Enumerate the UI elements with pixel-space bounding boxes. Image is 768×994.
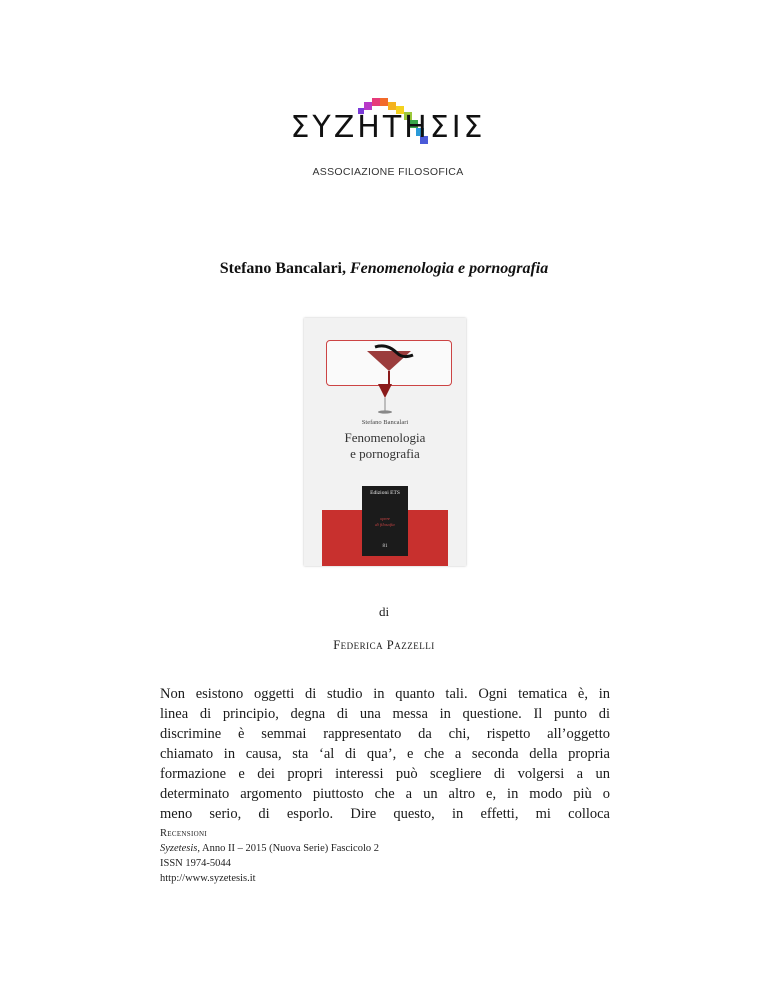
footer-issn: ISSN 1974-5044	[160, 858, 231, 869]
footer-issue-line	[160, 841, 610, 856]
body-line: discrimine è semmai rappresentato da chi, rispetto all’oggetto	[160, 726, 610, 742]
body-line: chiamato in causa, sta ‘al di qua’, e che a seconda della propria	[160, 746, 610, 762]
cover-series	[362, 516, 408, 528]
body-paragraph	[160, 684, 610, 824]
glass-stem-icon	[374, 384, 396, 414]
body-line: determinato argomento piuttosto che a un altro e, in modo più o	[160, 786, 610, 802]
body-line: linea di principio, degna di una messa in questione. Il punto di	[160, 706, 610, 722]
footer-issue: , Anno II – 2015 (Nuova Serie) Fascicolo 2	[197, 843, 380, 854]
body-line: meno serio, di esporlo. Dire questo, in effetti, mi colloca	[160, 806, 610, 822]
association-logo	[288, 90, 488, 190]
body-line: formazione e dei propri interessi può scegliere di volgersi a un	[160, 766, 610, 782]
footer-url[interactable]: http://www.syzetesis.it	[160, 873, 256, 884]
cover-author: Stefano Bancalari	[361, 419, 409, 426]
reviewer-name: Federica Pazzelli	[333, 638, 435, 652]
cover-publisher: Edizioni ETS	[370, 490, 400, 496]
logo-subtitle: ASSOCIAZIONE FILOSOFICA	[312, 166, 464, 178]
cover-title-line1: Fenomenologia	[344, 430, 426, 445]
cocktail-glass-illustration	[327, 341, 451, 385]
cover-title-line2: e pornografia	[350, 446, 420, 461]
cover-title	[304, 430, 466, 462]
cover-series-line2: di filosofia	[375, 522, 395, 527]
review-author: Stefano Bancalari,	[219, 260, 346, 277]
review-title	[0, 260, 768, 278]
by-word: di	[378, 604, 390, 619]
cover-illustration-frame	[326, 340, 452, 386]
body-line: Non esistono oggetti di studio in quanto tali. Ogni tematica è, in	[160, 686, 610, 702]
review-work-title: Fenomenologia e pornografia	[349, 260, 549, 277]
page-footer	[160, 826, 610, 886]
cover-series-line1: opere	[379, 516, 391, 521]
footer-journal: Syzetesis	[160, 843, 198, 854]
footer-section: Recensioni	[160, 828, 207, 839]
cover-publisher-block	[362, 486, 408, 556]
logo-wordmark: ΣΥΖΗΤΗΣΙΣ	[290, 110, 486, 145]
book-cover-image	[304, 318, 466, 566]
cover-number: 81	[382, 544, 388, 549]
